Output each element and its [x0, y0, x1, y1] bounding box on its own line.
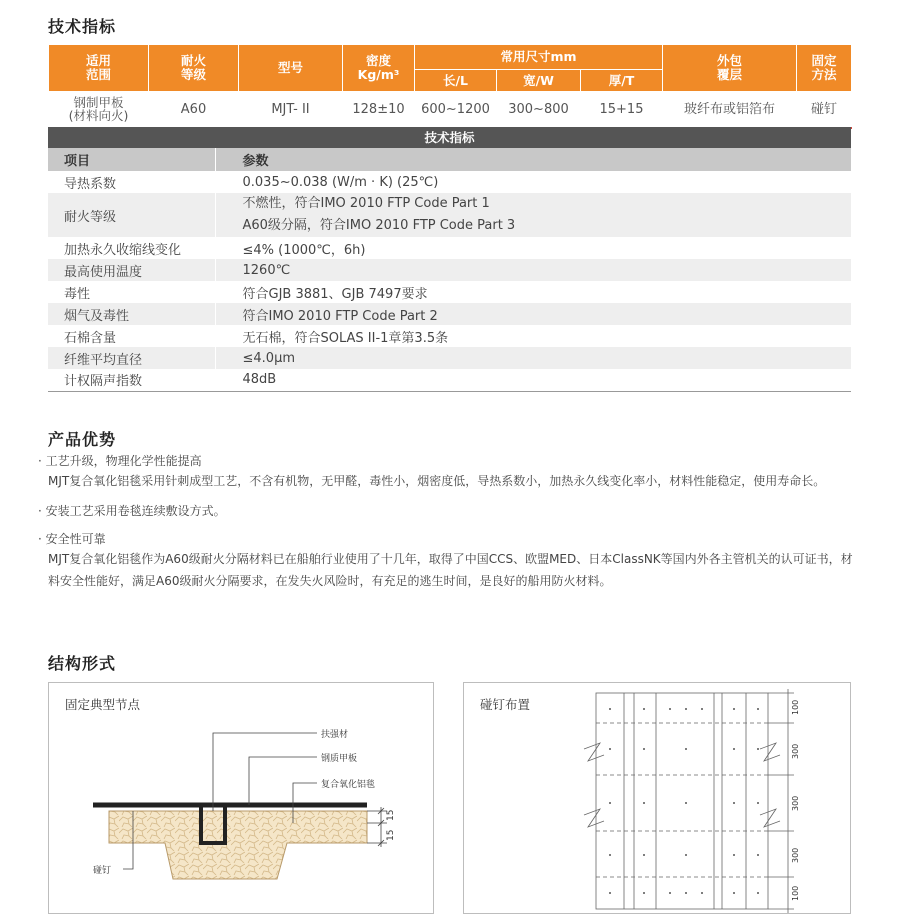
header-density-label: 密度 [365, 53, 391, 68]
header-model: 型号 [239, 45, 343, 92]
row-key: 毒性 [48, 281, 215, 303]
header-width: 宽/W [497, 70, 581, 92]
header-scope: 适用 范围 [49, 45, 149, 92]
cell-model: MJT- II [239, 92, 343, 128]
row-value: ≤4.0μm [215, 347, 851, 369]
header-density-unit: Kg/m³ [357, 67, 400, 82]
cell-scope: 钢制甲板 (材料向火) [49, 92, 149, 128]
header-cover: 外包 覆层 [663, 45, 797, 92]
panel-title: 固定典型节点 [65, 697, 141, 712]
row-key: 耐火等级 [48, 193, 215, 237]
fixing-node-diagram [49, 683, 435, 915]
header-fire-rating: 耐火 等级 [149, 45, 239, 92]
label-pin: 碰钉 [93, 866, 112, 876]
list-item [38, 530, 858, 592]
row-value: 0.035~0.038 (W/m · K) (25℃) [242, 174, 439, 190]
spec-row [49, 92, 852, 128]
dim-label: 300 [791, 795, 800, 811]
advantage-title: · 工艺升级，物理化学性能提高 [38, 454, 202, 468]
table-row [48, 347, 851, 369]
row-key: 最高使用温度 [48, 259, 215, 281]
advantage-title: · 安全性可靠 [38, 532, 106, 546]
table-row [48, 237, 851, 259]
panel-pin-layout [463, 682, 851, 914]
list-item [38, 502, 858, 520]
tech-table-title: 技术指标 [48, 127, 851, 148]
col-item: 项目 [48, 148, 215, 171]
panel-fixing-node [48, 682, 434, 914]
row-key: 烟气及毒性 [48, 303, 215, 325]
advantages-list [38, 452, 858, 602]
header-density [343, 45, 415, 92]
dim-label: 300 [791, 847, 800, 863]
row-value: 符合GJB 3881、GJB 7497要求 [242, 286, 428, 302]
dim-label: 100 [791, 885, 800, 901]
section-title-advantages: 产品优势 [48, 430, 117, 449]
table-row [48, 193, 851, 237]
row-key: 导热系数 [48, 171, 215, 193]
row-value: 1260℃ [215, 259, 851, 281]
table-row [48, 303, 851, 325]
dim-label: 15 [386, 829, 396, 841]
row-key: 纤维平均直径 [48, 347, 215, 369]
header-thickness: 厚/T [581, 70, 663, 92]
advantage-title: · 安装工艺采用卷毯连续敷设方式。 [38, 504, 226, 518]
table-row [48, 259, 851, 281]
cell-cover: 玻纤布或铝箔布 [663, 92, 797, 128]
col-param: 参数 [215, 148, 851, 171]
row-value: 48dB [215, 369, 851, 391]
cell-density: 128±10 [343, 92, 415, 128]
row-value [215, 193, 851, 237]
label-blanket: 复合氧化铝毯 [321, 780, 376, 790]
row-value-line: A60级分隔，符合IMO 2010 FTP Code Part 3 [242, 218, 516, 233]
cell-fire: A60 [149, 92, 239, 128]
cell-length: 600~1200 [415, 92, 497, 128]
advantage-desc: MJT复合氧化铝毯采用针刺成型工艺，不含有机物，无甲醛，毒性小，烟密度低，导热系数小，加热永久线变化率小，材料性能稳定，使用寿命长。 [48, 474, 826, 488]
cell-width: 300~800 [497, 92, 581, 128]
row-value: ≤4% (1000℃，6h) [242, 242, 366, 258]
advantage-desc: MJT复合氧化铝毯作为A60级耐火分隔材料已在船舶行业使用了十几年，取得了中国CCS、欧盟MED、日本ClassNK等国内外各主管机关的认可证书，材料安全性能好，满足A60级耐火分隔要求，在发失火风险时，有充足的逃生时间，是良好的船用防火材料。 [48, 552, 853, 588]
row-value-line: 不燃性，符合IMO 2010 FTP Code Part 1 [242, 196, 490, 211]
table-row [48, 281, 851, 303]
section-title-structure: 结构形式 [48, 654, 117, 673]
table-row [48, 369, 851, 391]
row-value: 无石棉，符合SOLAS II-1章第3.5条 [242, 330, 449, 346]
section-title-tech: 技术指标 [48, 17, 117, 36]
header-length: 长/L [415, 70, 497, 92]
pin-layout-diagram [464, 683, 852, 915]
header-size: 常用尺寸mm [415, 45, 663, 70]
cell-fix: 碰钉 [797, 92, 852, 128]
spec-table [48, 44, 851, 129]
header-fix-method: 固定 方法 [797, 45, 852, 92]
row-key: 加热永久收缩线变化 [48, 237, 215, 259]
dim-label: 100 [791, 699, 800, 715]
panel-title: 碰钉布置 [480, 697, 531, 712]
dim-label: 300 [791, 743, 800, 759]
table-row [48, 325, 851, 347]
list-item [38, 452, 858, 492]
table-row [48, 171, 851, 193]
dim-label: 15 [386, 809, 396, 821]
label-deck: 钢质甲板 [321, 754, 358, 764]
label-stiffener: 扶强材 [321, 730, 349, 740]
tech-table [48, 127, 851, 392]
cell-thickness: 15+15 [581, 92, 663, 128]
row-value: 符合IMO 2010 FTP Code Part 2 [215, 303, 851, 325]
row-key: 石棉含量 [48, 325, 215, 347]
row-key: 计权隔声指数 [48, 369, 215, 391]
